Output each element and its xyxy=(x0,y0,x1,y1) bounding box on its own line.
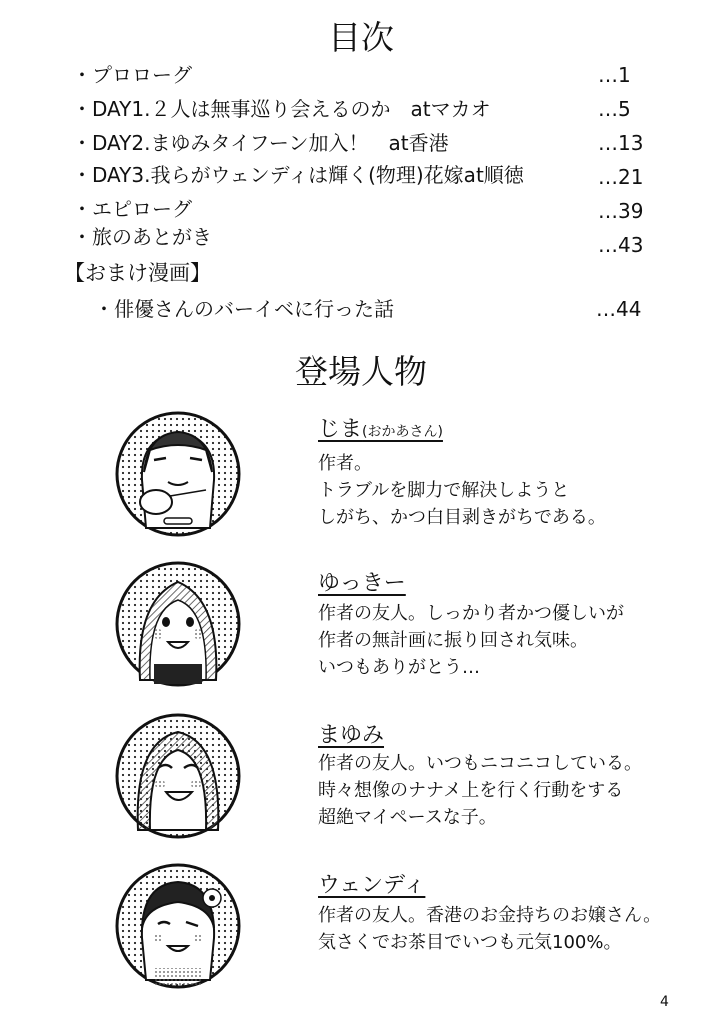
toc-entry-page: …39 xyxy=(598,199,644,223)
character-desc-line: トラブルを脚力で解決しようと xyxy=(318,480,570,501)
character-name-text: じま xyxy=(318,417,363,442)
toc-entry-label: ・DAY1.２人は無事巡り会えるのか atマカオ xyxy=(72,97,491,121)
toc-entry-page: …13 xyxy=(598,131,644,155)
character-desc-line: 作者の友人。香港のお金持ちのお嬢さん。 xyxy=(318,905,662,926)
toc-title: 目次 xyxy=(328,18,394,57)
toc-entry-page: …21 xyxy=(598,165,644,189)
toc-entry-label: ・DAY3.我らがウェンディは輝く(物理)花嫁at順徳 xyxy=(72,163,524,187)
character-name xyxy=(318,872,425,900)
portrait-mayumi xyxy=(114,712,242,840)
character-desc-line: 作者。 xyxy=(318,453,372,474)
character-name-note: (おかあさん) xyxy=(362,424,443,440)
toc-entry-page: …5 xyxy=(598,97,631,121)
toc-bonus-title: 【おまけ漫画】 xyxy=(64,261,211,285)
portrait-wendy xyxy=(114,862,242,990)
portrait-jima xyxy=(114,410,242,538)
toc-entry-label: ・プロローグ xyxy=(72,63,192,87)
character-card xyxy=(0,712,722,862)
character-desc-line: 超絶マイペースな子。 xyxy=(318,807,497,828)
character-name xyxy=(318,416,443,446)
character-name-text: まゆみ xyxy=(318,723,385,748)
character-name xyxy=(318,722,384,750)
toc-entry-label: ・旅のあとがき xyxy=(72,225,212,249)
character-card xyxy=(0,560,722,710)
character-desc-line: 作者の友人。しっかり者かつ優しいが xyxy=(318,603,624,624)
character-desc-line: 時々想像のナナメ上を行く行動をする xyxy=(318,780,624,801)
character-desc-line: 気さくでお茶目でいつも元気100%。 xyxy=(318,932,622,953)
character-desc-line: しがち、かつ白目剥きがちである。 xyxy=(318,507,606,528)
character-desc-line: いつもありがとう… xyxy=(318,657,480,678)
character-name-text: ウェンディ xyxy=(318,873,426,898)
portrait-yukki xyxy=(114,560,242,688)
character-card xyxy=(0,410,722,560)
character-name-text: ゆっきー xyxy=(318,571,406,596)
toc-bonus-page: …44 xyxy=(596,297,642,321)
toc-entry-page: …1 xyxy=(598,63,631,87)
character-card xyxy=(0,862,722,1012)
toc-bonus-label: ・俳優さんのバーイベに行った話 xyxy=(94,297,394,321)
characters-title: 登場人物 xyxy=(295,352,427,391)
toc-entry-label: ・エピローグ xyxy=(72,197,192,221)
toc-entry-label: ・DAY2.まゆみタイフーン加入！ at香港 xyxy=(72,131,449,155)
character-desc-line: 作者の友人。いつもニコニコしている。 xyxy=(318,753,642,774)
page-number: 4 xyxy=(660,994,669,1010)
character-desc-line: 作者の無計画に振り回され気味。 xyxy=(318,630,588,651)
character-name xyxy=(318,570,406,598)
toc-entry-page: …43 xyxy=(598,233,644,257)
